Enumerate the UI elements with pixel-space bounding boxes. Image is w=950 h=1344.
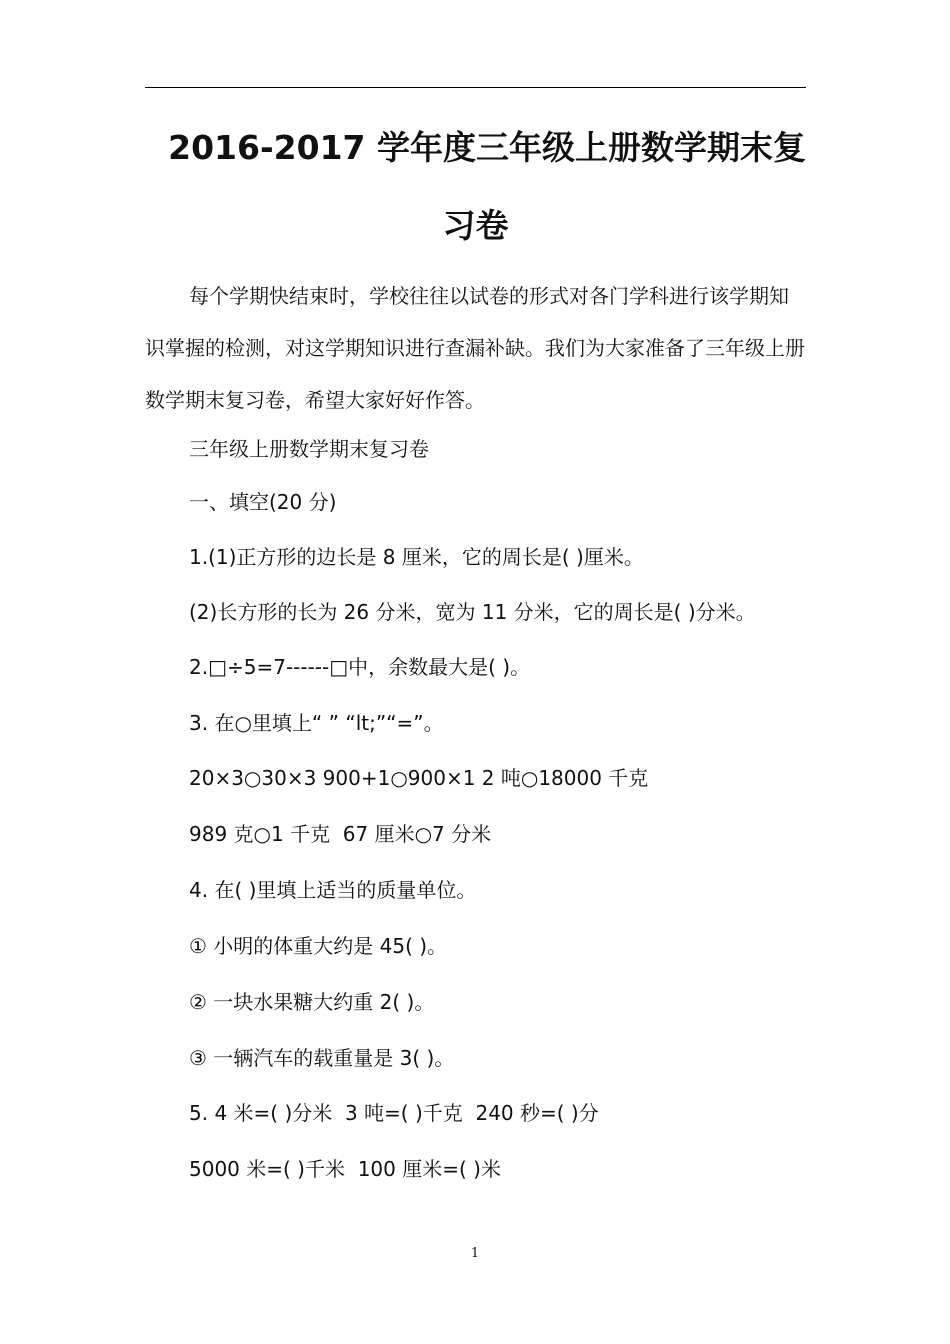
question-line: 3. 在○里填上“ ” “lt;”“=”。	[189, 711, 444, 735]
intro-paragraph	[145, 270, 806, 426]
intro-text: 每个学期快结束时，学校往往以试卷的形式对各门学科进行该学期知识掌握的检测，对这学期知识进行查漏补缺。我们为大家准备了三年级上册数学期末复习卷，希望大家好好作答。	[145, 284, 805, 412]
question-line: 989 克○1 千克 67 厘米○7 分米	[189, 822, 492, 846]
question-line: 1.(1)正方形的边长是 8 厘米，它的周长是( )厘米。	[189, 545, 644, 569]
question-line: 4. 在( )里填上适当的质量单位。	[189, 878, 477, 902]
question-line: 20×3○30×3 900+1○900×1 2 吨○18000 千克	[189, 766, 649, 790]
document-title-line-1: 2016-2017 学年度三年级上册数学期末复	[168, 128, 806, 167]
question-line: 5000 米=( )千米 100 厘米=( )米	[189, 1157, 501, 1181]
document-title-line-2: 习卷	[442, 206, 509, 245]
question-line: 2.□÷5=7------□中，余数最大是( )。	[189, 655, 531, 679]
part-heading: 一、填空(20 分)	[189, 490, 337, 514]
question-line: ② 一块水果糖大约重 2( )。	[189, 990, 435, 1014]
section-heading: 三年级上册数学期末复习卷	[189, 437, 429, 461]
page-number: 1	[470, 1246, 480, 1261]
question-line: ③ 一辆汽车的载重量是 3( )。	[189, 1046, 455, 1070]
question-line: ① 小明的体重大约是 45( )。	[189, 934, 448, 958]
question-line: 5. 4 米=( )分米 3 吨=( )千克 240 秒=( )分	[189, 1101, 599, 1125]
header-rule	[145, 87, 806, 88]
question-line: (2)长方形的长为 26 分米，宽为 11 分米，它的周长是( )分米。	[189, 600, 756, 624]
